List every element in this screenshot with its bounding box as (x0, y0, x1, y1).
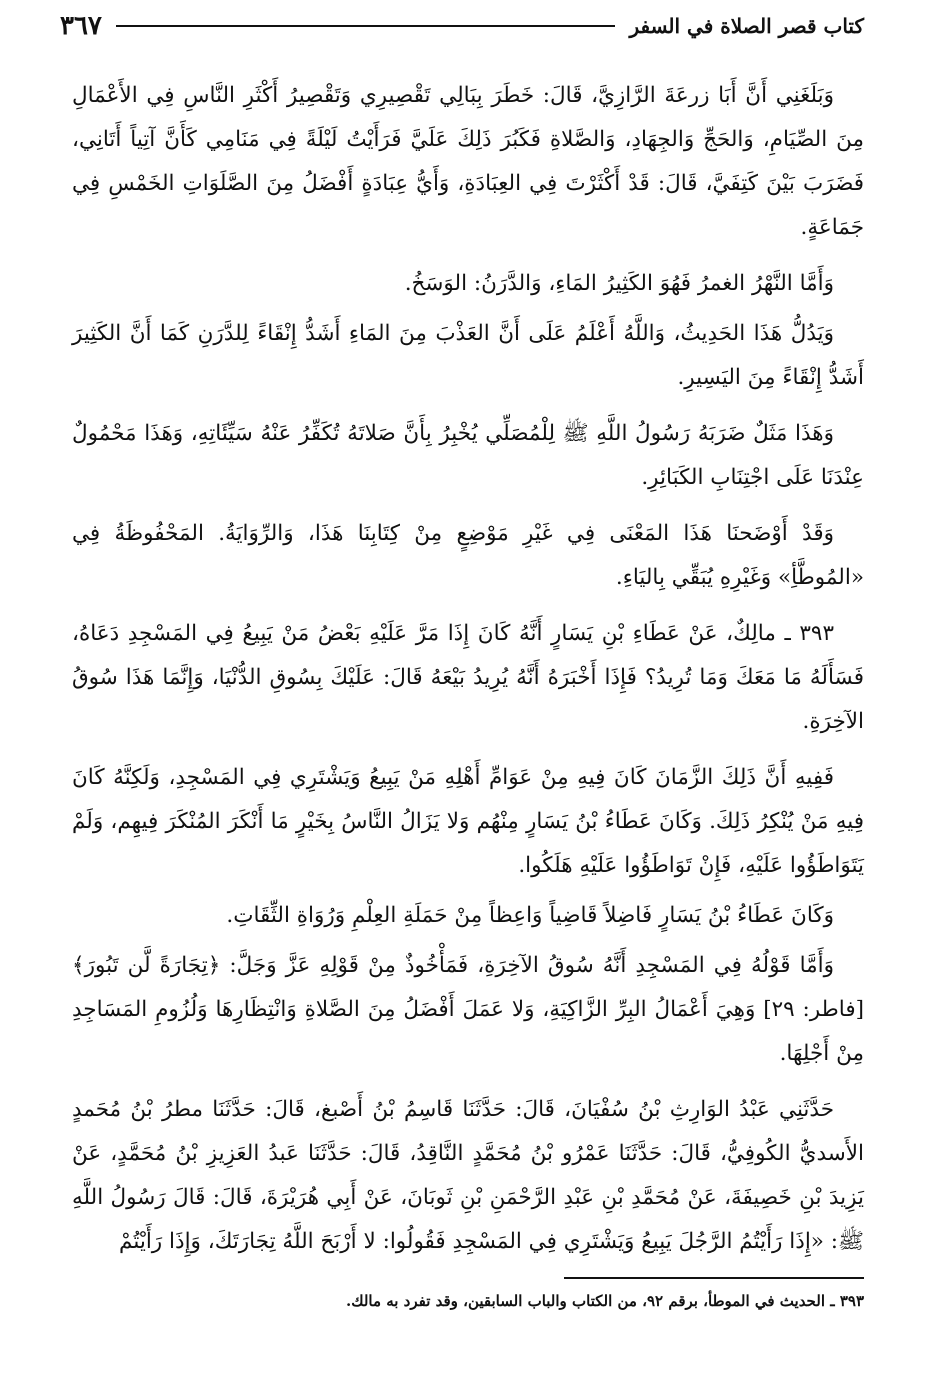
running-title: كتاب قصر الصلاة في السفر (629, 14, 864, 38)
paragraph: وَبَلَغَنِي أَنَّ أَبَا زرعَةَ الرَّازِيَّ، قَالَ: خَطَرَ بِبَالِي تَقْصِيرِي وَتَقْصِيرُ أَكْثَرِ النَّاسِ فِي الأَعْمَالِ مِنَ الصِّيَامِ، وَالحَجِّ وَالجِهَادِ، وَالصَّلاةِ فَكَبُرَ ذَلِكَ عَلَيَّ فَرَأَيْتُ لَيْلَةً فِي مَنَامِي كَأَنَّ آتِياً أَتَانِي، فَضَرَبَ بَيْنَ كَتِفَيَّ، قَالَ: قَدْ أَكْثَرْتَ فِي العِبَادَةِ، وَأَيُّ عِبَادَةٍ أَفْضَلُ مِنَ الصَّلَوَاتِ الخَمْسِ فِي جَمَاعَةٍ. (72, 83, 864, 240)
paragraph: وَهَذَا مَثَلٌ ضَرَبَهُ رَسُولُ اللَّهِ ﷺ لِلْمُصَلِّي يُخْبِرُ بِأَنَّ صَلاتَهُ تُكَفِّرُ عَنْهُ سَيِّئَاتِهِ، وَهَذَا مَحْمُولٌ عِنْدَنَا عَلَى اجْتِنَابِ الكَبَائِرِ. (72, 421, 864, 490)
header-rule (116, 25, 616, 27)
paragraph: وَيَدُلُّ هَذَا الحَدِيثُ، وَاللَّهُ أَعْلَمُ عَلَى أَنَّ العَذْبَ مِنَ المَاءِ أَشَدُّ إِنْقَاءً لِلدَّرَنِ كَمَا أَنَّ الكَثِيرَ أَشَدُّ إِنْقَاءً مِنَ اليَسِيرِ. (72, 321, 864, 390)
running-header (60, 6, 864, 46)
footnote: ٣٩٣ ـ الحديث في الموطأ، برقم ٩٢، من الكتاب والباب السابقين، وقد تفرد به مالك. (345, 1292, 864, 1310)
isnad-paragraph: حَدَّثَنِي عَبْدُ الوَارِثِ بْنُ سُفْيَانَ، قَالَ: حَدَّثَنَا قَاسِمُ بْنُ أَصْبغ، قَالَ: حَدَّثَنَا مطرُ بْنُ مُحَمدٍ الأَسديُّ الكُوفِيُّ، قَالَ: حَدَّثَنَا عَمْرُو بْنُ مُحَمَّدٍ النَّاقِدُ، قَالَ: حَدَّثَنَا عَبدُ العَزِيزِ بْنُ مُحَمَّدٍ، عَنْ يَزِيدَ بْنِ خَصِيفَةَ، عَنْ مُحَمَّدِ بْنِ عَبْدِ الرَّحْمَنِ بْنِ ثَوبَانَ، عَنْ أَبِي هُرَيْرَةَ، قَالَ: قَالَ رَسُولُ اللَّهِ ﷺ: «إِذَا رَأَيْتُمُ الرَّجُلَ يَبِيعُ وَيَشْتَرِي فِي المَسْجِدِ فَقُولُوا: لا أَرْبَحَ اللَّهُ تِجَارَتَكَ، وَإِذَا رَأَيْتُمْ (72, 1097, 864, 1254)
footnote-rule (564, 1277, 864, 1279)
paragraph: وَأَمَّا قَوْلُهُ فِي المَسْجِدِ أَنَّهُ سُوقُ الآخِرَةِ، فَمَأْخُوذٌ مِنْ قَوْلِهِ عَزَّ وَجَلَّ: ﴿تِجَارَةً لَّن تَبُورَ﴾ [فاطر: ٢٩] وَهِيَ أَعْمَالُ البِرِّ الزَّاكِيَةِ، وَلا عَمَلَ أَفْضَلُ مِنَ الصَّلاةِ وَانْتِظَارِهَا وَلُزُومِ المَسَاجِدِ مِنْ أَجْلِهَا. (72, 953, 864, 1066)
main-text (72, 74, 864, 1276)
page-number: ٣٦٧ (60, 11, 102, 41)
paragraph: وَقَدْ أَوْضَحنَا هَذَا المَعْنَى فِي غَيْرِ مَوْضِعٍ مِنْ كِتَابِنَا هَذَا، وَالرِّوَايَةُ. المَحْفُوظَةُ فِي «المُوطَّأِ» وَغَيْرِهِ يُبَقِّي بِاليَاءِ. (72, 521, 864, 590)
paragraph: فَفِيهِ أَنَّ ذَلِكَ الزَّمَانَ كَانَ فِيهِ مِنْ عَوَامِّ أَهْلِهِ مَنْ يَبِيعُ وَيَشْتَرِي فِي المَسْجِدِ، وَلَكِنَّهُ كَانَ فِيهِ مَنْ يُنْكِرُ ذَلِكَ. وَكَانَ عَطَاءُ بْنُ يَسَارٍ مِنْهُم وَلا يَزَالُ النَّاسُ بِخَيْرٍ مَا أَنْكَرَ المُنْكَرَ فِيهِم، وَلَمْ يَتَوَاطَؤُوا عَلَيْهِ، فَإِنْ تَوَاطَؤُوا عَلَيْهِ هَلَكُوا. (72, 765, 864, 878)
paragraph: وَأَمَّا النَّهْرُ الغمرُ فَهُوَ الكَثِيرُ المَاءِ، وَالدَّرَنُ: الوَسَخُ. (404, 271, 834, 296)
paragraph: وَكَانَ عَطَاءُ بْنُ يَسَارٍ فَاضِلاً قَاضِياً وَاعِظاً مِنْ حَمَلَةِ العِلْمِ وَرُوَاةِ الثِّقَاتِ. (226, 903, 834, 928)
hadith-393-paragraph: ٣٩٣ ـ مالِكٌ، عَنْ عَطَاءِ بْنِ يَسَارٍ أَنَّهُ كَانَ إِذَا مَرَّ عَلَيْهِ بَعْضُ مَنْ يَبِيعُ فِي المَسْجِدِ دَعَاهُ، فَسَأَلَهُ مَا مَعَكَ وَمَا تُرِيدُ؟ فَإِذَا أَخْبَرَهُ أَنَّهُ يُرِيدُ بَيْعَهُ قَالَ: عَلَيْكَ بِسُوقِ الدُّنْيَا، وَإِنَّمَا هَذَا سُوقُ الآخِرَةِ. (72, 621, 864, 734)
